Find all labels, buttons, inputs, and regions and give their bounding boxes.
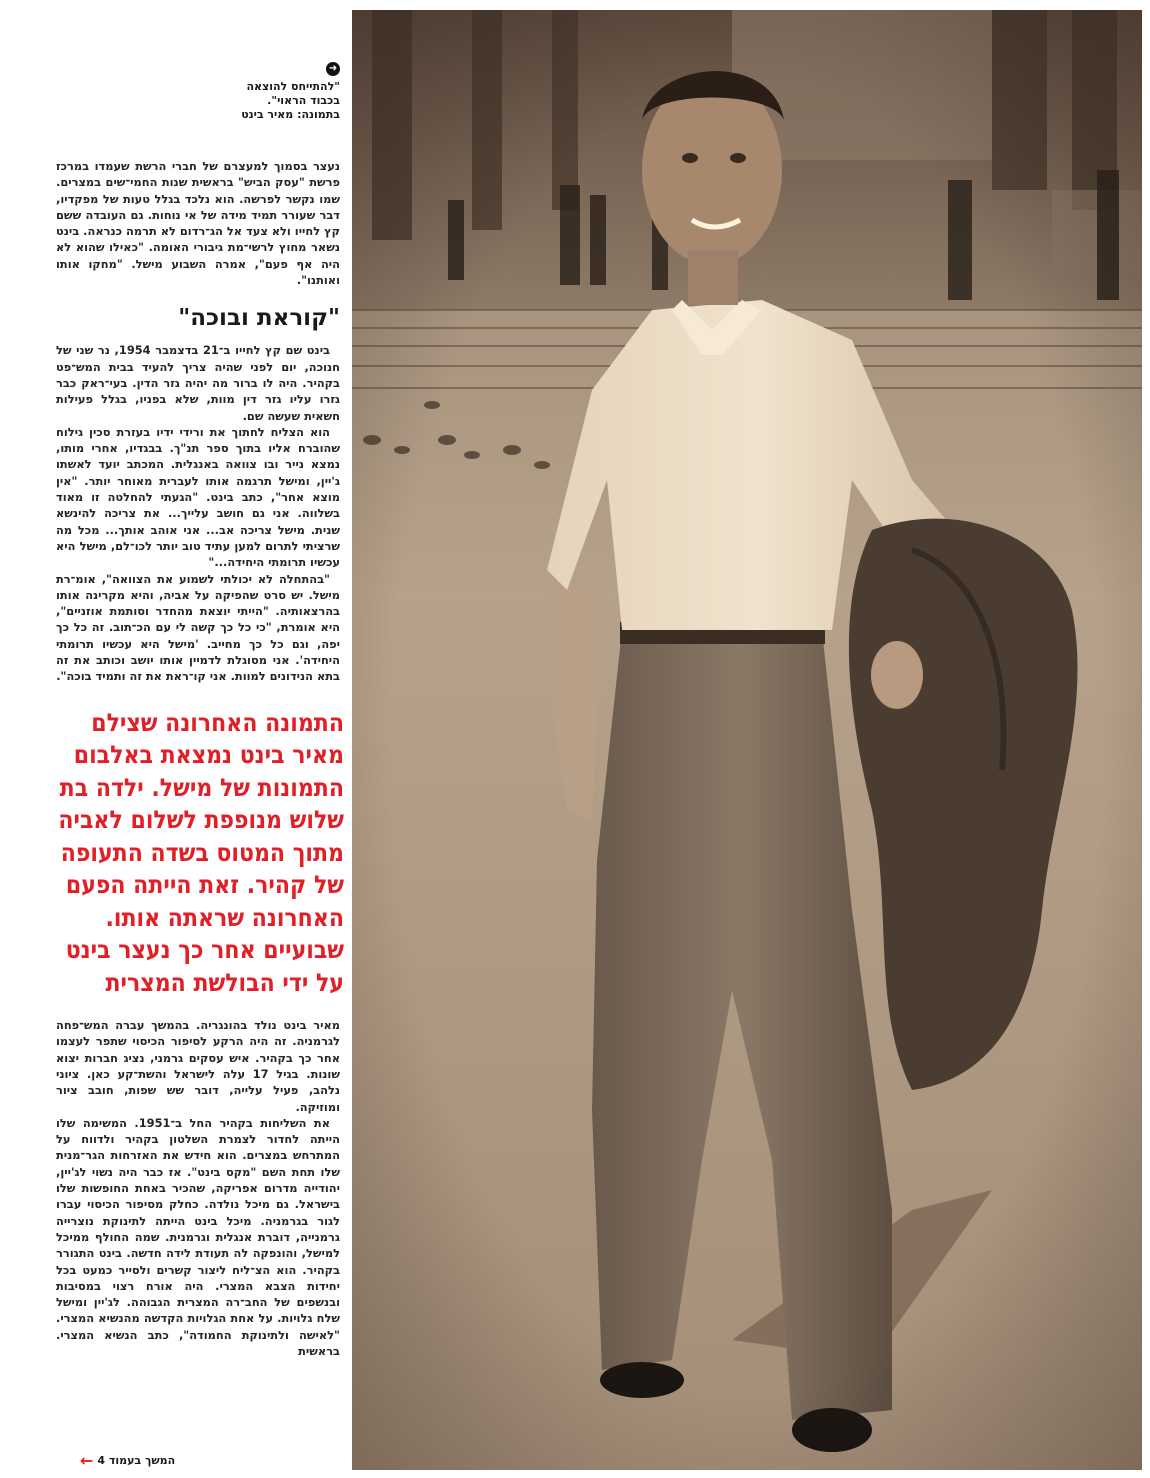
caption-arrow-icon: ➜ xyxy=(56,62,340,76)
article-body-middle xyxy=(56,342,340,684)
continued-label: המשך בעמוד 4 xyxy=(97,1454,176,1467)
photo-caption xyxy=(56,80,340,122)
continued-on-page[interactable] xyxy=(80,1450,176,1470)
article-paragraph: "בהתחלה לא יכולתי לשמוע את הצוואה", אומ־רת מישל. יש סרט שהפיקה על אביה, והיא מקרינה אותו בהרצאותיה. "הייתי יוצאת מהחדר וסותמת אוזניים", היא אומרת, "כי כל כך קשה לי עם הכ־תוב. זה כל כך יפה, וגם כל כך מחייב. 'מישל היא עכשיו תרומתי היחידה'. אני מסוגלת לדמיין אותו יושב וכותב את זה בתא הנידונים למוות. אני קו־ראת את זה ותמיד בוכה". xyxy=(56,571,340,684)
caption-line: בכבוד הראוי". xyxy=(267,94,340,107)
pull-quote-line: התמונה האחרונה שצילם xyxy=(91,707,344,737)
pull-quote-line: על ידי הבולשת המצרית xyxy=(105,967,344,997)
pull-quote-line: התמונות של מישל. ילדה בת xyxy=(59,772,344,802)
article-paragraph: הוא הצליח לחתוך את ורידי ידיו בעזרת סכין גילוח שהוברח אליו בתוך ספר תנ"ך. בבגדיו, אחרי מותו, נמצא נייר ובו צוואה באנגלית. המכתב יועד לאשתו ג'יין, ומישל תרגמה אותו לעברית מאוחר יותר. "אין מוצא אחר", כתב בינט. "הגעתי להחלטה זו מאוד בשלווה. אני גם חושב עלייך... את צריכה להינשא שנית. מישל צריכה אב... אני אוהב אותך... מכל מה שרציתי לתרום למען עתיד טוב יותר לכו־לם, מישל היא עכשיו תרומתי היחידה..." xyxy=(56,424,340,570)
article-body-bottom xyxy=(56,1017,340,1359)
article-paragraph: את השליחות בקהיר החל ב־1951. המשימה שלו הייתה לחדור לצמרת השלטון בקהיר ולדווח על המתרחש במצרים. הוא חידש את האזרחות הגר־מנית שלו תחת השם "מקס בינט". אז כבר היה נשוי לג'יין, יהודייה מדרום אפריקה, שהכיר באחת החופשות שלו בישראל. גם מיכל נולדה. כחלק מסיפור הכיסוי עברו לגור בגרמניה. מיכל בינט הייתה לתינוקת נוצרייה גרמנייה, דוברת אנגלית וגרמנית. שמה החולף ממיכל למישל, והונפקה לה תעודת לידה חדשה. בינט התגורר בקהיר. הוא הצ־ליח ליצור קשרים ולסייר כמעט בכל יחידות הצבא המצרי. היה אורח רצוי במסיבות ובנשפים של החב־רה המצרית הגבוהה. לג'יין ומישל שלח גלויות. על אחת הגלויות הקדשה מהנשיא המצרי. "לאישה ולתינוקת החמודה", כתב הנשיא המצרי. בראשית xyxy=(56,1115,340,1359)
article-paragraph: מאיר בינט נולד בהונגריה. בהמשך עברה המש־פחה לגרמניה. זה היה הרקע לסיפור הכיסוי שתפר לעצמו אחר כך בקהיר. איש עסקים גרמני, נציג חברות יצוא שונות. בגיל 17 עלה לישראל והשת־קע כאן. ציוני נלהב, פעיל עלייה, דובר שש שפות, חובב ציור ומוזיקה. xyxy=(56,1018,340,1114)
pull-quote-line: שלוש מנופפת לשלום לאביה xyxy=(58,805,344,835)
arrow-left-icon: ← xyxy=(80,1450,94,1470)
article-body-top xyxy=(56,158,340,288)
pull-quote-line: האחרונה שראתה אותו. xyxy=(105,902,344,932)
vintage-photograph xyxy=(352,10,1142,1470)
caption-line: "להתייחס להוצאה xyxy=(246,80,340,93)
caption-line: בתמונה: מאיר בינט xyxy=(241,108,340,121)
article-subheading: "קוראת ובוכה" xyxy=(178,305,340,332)
pull-quote-line: שבועיים אחר כך נעצר בינט xyxy=(65,935,344,965)
pull-quote-line: מתוך המטוס בשדה התעופה xyxy=(60,837,344,867)
article-paragraph: נעצר בסמוך למעצרם של חברי הרשת שעמדו במרכז פרשת "עסק הביש" בראשית שנות החמי־שים במצרים. שמו נקשר לפרשה. הוא נלכד בגלל טעות של מפקדיו, דבר שעורר תמיד מידה של אי נוחות. גם העובדה ששם קץ לחייו ולא צעד אל הג־רדום לא תרמה כנראה. בינט נשאר מחוץ לרשי־מת גיבורי האומה. "כאילו שהוא לא היה אף פעם", אמרה השבוע מישל. "מחקו אותו ואותנו". xyxy=(56,159,340,288)
article-column xyxy=(56,62,344,1359)
pull-quote xyxy=(48,707,344,1000)
pull-quote-line: מאיר בינט נמצאת באלבום xyxy=(73,740,344,770)
article-paragraph: בינט שם קץ לחייו ב־21 בדצמבר 1954, נר שני של חנוכה, יום לפני שהיה צריך להעיד בבית המש־פט בקהיר. היה לו ברור מה יהיה גזר הדין. בעי־ראק כבר גזרו עליו גזר דין מוות, שלא בפניו, בגלל פעילות חשאית שעשה שם. xyxy=(56,343,340,423)
pull-quote-line: של קהיר. זאת הייתה הפעם xyxy=(65,870,344,900)
